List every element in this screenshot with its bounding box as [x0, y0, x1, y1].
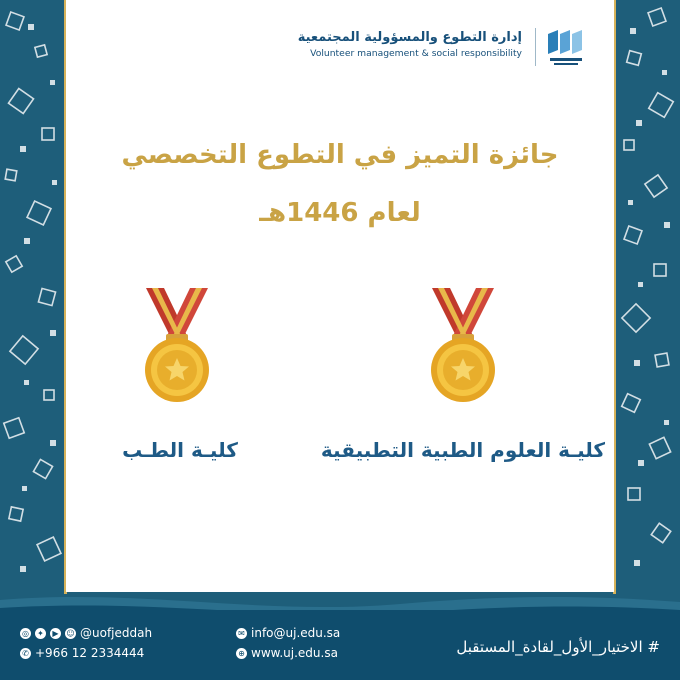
right-decorative-pattern: [614, 0, 680, 600]
left-decorative-pattern: [0, 0, 66, 600]
social-handle[interactable]: [20, 626, 152, 640]
org-name-english: Volunteer management & social responsibility: [310, 48, 522, 59]
org-name-arabic: إدارة التطوع والمسؤولية المجتمعية: [297, 30, 522, 45]
logo-divider: [535, 28, 536, 66]
award-title: جائزة التميز في التطوع التخصصي: [121, 140, 559, 170]
college-applied-medical-sciences-label: كليـة العلوم الطبية التطبيقية: [320, 438, 606, 462]
header-logo-block: [297, 26, 600, 70]
university-logo-icon: [544, 28, 590, 68]
phone-text: +966 12 2334444: [35, 646, 145, 660]
gold-medal-icon: [428, 288, 498, 418]
snapchat-icon: ☺: [66, 628, 75, 638]
email-text: info@uj.edu.sa: [251, 626, 341, 640]
youtube-icon: ▶: [50, 628, 61, 639]
gold-medal-icon: [142, 288, 212, 418]
social-handle-text: @uofjeddah: [80, 626, 153, 640]
college-medicine-label: كليـة الطـب: [122, 438, 238, 462]
email-icon: ✉: [236, 628, 247, 639]
phone-icon: ✆: [20, 648, 31, 659]
website-link[interactable]: [236, 646, 338, 660]
award-year: لعام 1446هـ: [259, 198, 421, 228]
email-link[interactable]: [236, 626, 340, 640]
phone-number[interactable]: [20, 646, 144, 660]
website-text: www.uj.edu.sa: [251, 646, 338, 660]
instagram-icon: ◎: [20, 628, 31, 639]
slogan-hashtag: # الاختيار_الأول_لقادة_المستقبل: [456, 638, 660, 656]
twitter-icon: ✦: [35, 628, 46, 639]
globe-icon: ⊕: [236, 648, 247, 659]
